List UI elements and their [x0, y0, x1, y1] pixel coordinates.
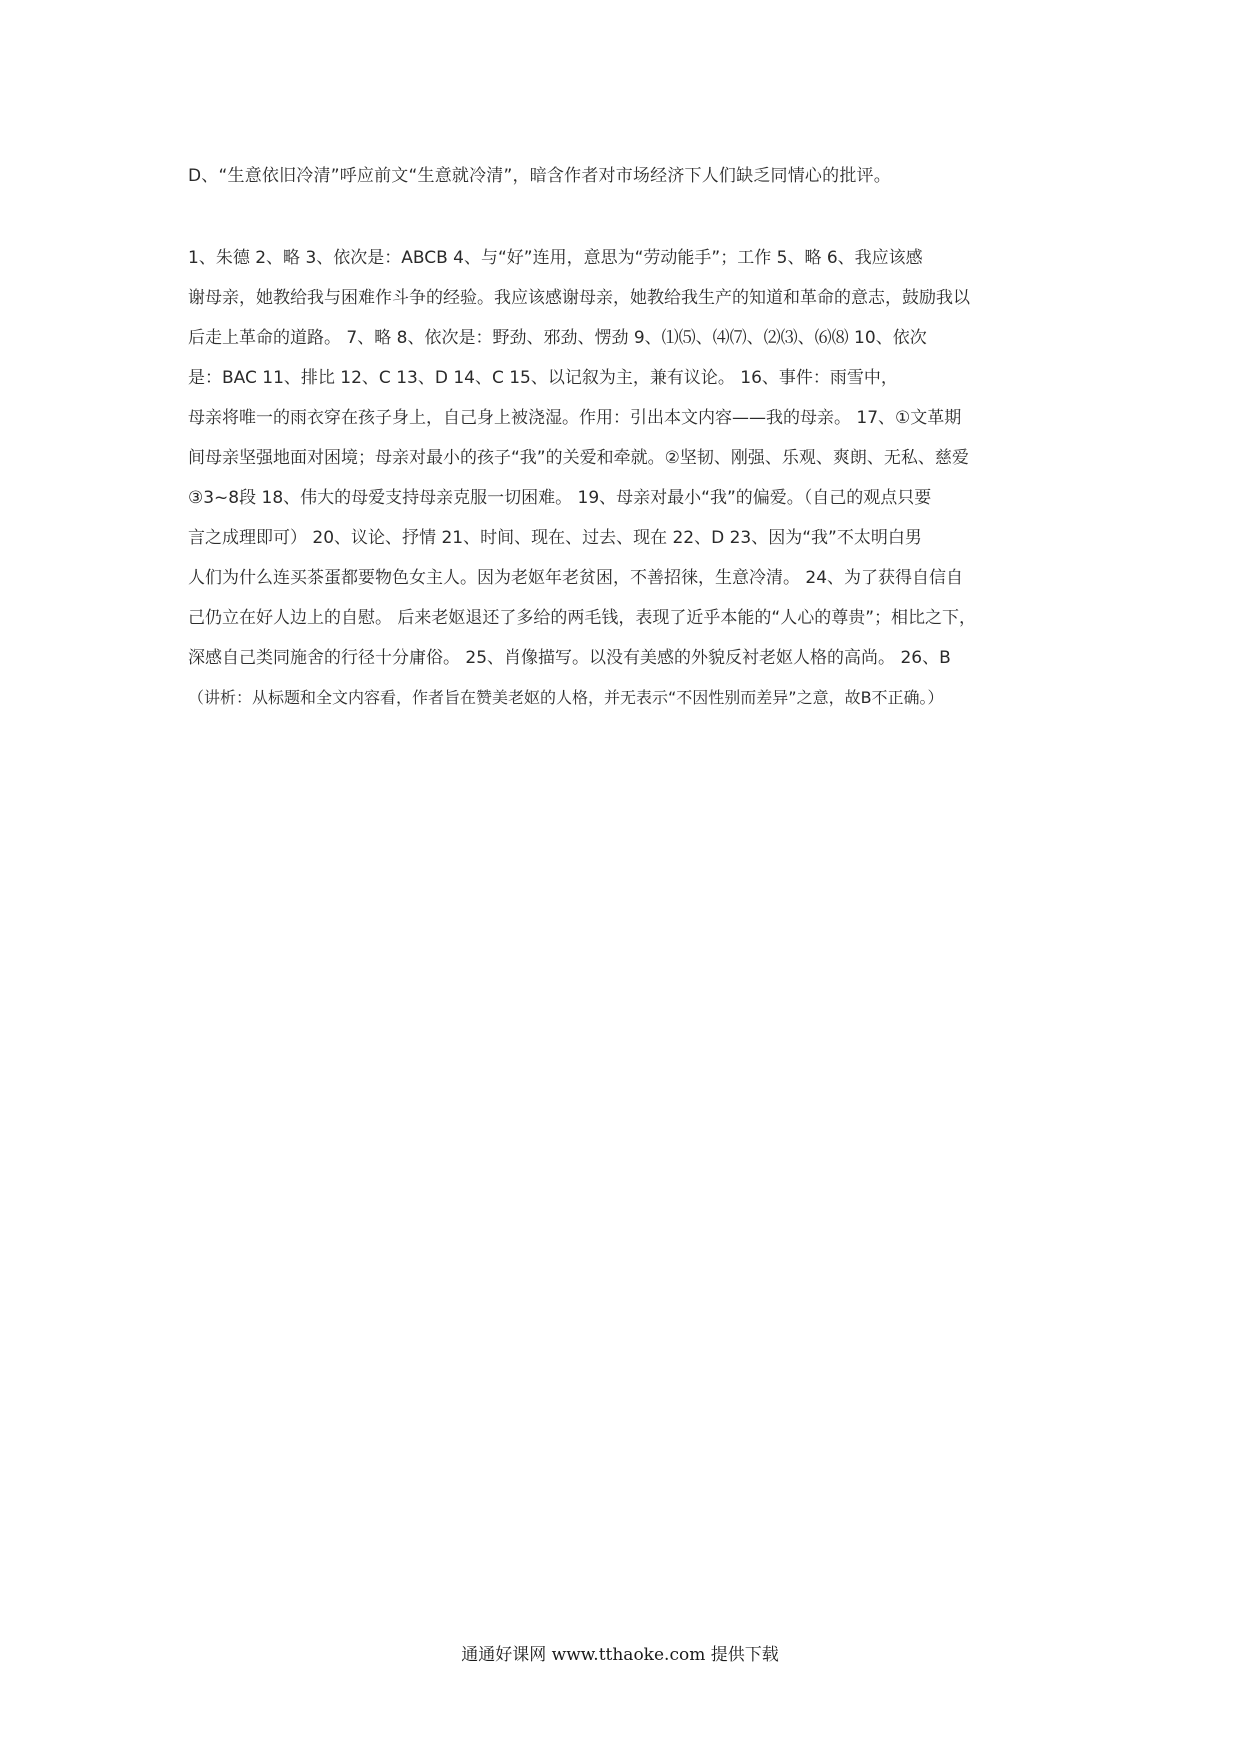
answer-line: ③3~8段 18、伟大的母爱支持母亲克服一切困难。 19、母亲对最小“我”的偏爱。（自己的观点只要 — [188, 488, 932, 508]
answer-line: 深感自己类同施舍的行径十分庸俗。 25、肖像描写。以没有美感的外貌反衬老妪人格的高尚。 26、B — [188, 648, 951, 668]
answer-line: 人们为什么连买茶蛋都要物色女主人。因为老妪年老贫困，不善招徕，生意冷清。 24、为了获得自信自 — [188, 568, 964, 588]
answer-line: 己仍立在好人边上的自慰。 后来老妪退还了多给的两毛钱，表现了近乎本能的“人心的尊贵”；相比之下， — [188, 608, 977, 628]
answer-line: 母亲将唯一的雨衣穿在孩子身上，自己身上被浇湿。作用：引出本文内容——我的母亲。 17、①文革期 — [188, 408, 962, 428]
answer-line: 谢母亲，她教给我与困难作斗争的经验。我应该感谢母亲，她教给我生产的知道和革命的意志，鼓励我以 — [188, 288, 970, 308]
answer-line: 是：BAC 11、排比 12、C 13、D 14、C 15、以记叙为主，兼有议论。 16、事件：雨雪中， — [188, 368, 898, 388]
answer-line: （讲析：从标题和全文内容看，作者旨在赞美老妪的人格，并无表示“不因性别而差异”之意，故B不正确。） — [188, 688, 944, 707]
answer-line: 言之成理即可） 20、议论、抒情 21、时间、现在、过去、现在 22、D 23、因为“我”不太明白男 — [188, 528, 922, 548]
answer-key-block — [188, 238, 1052, 718]
option-d-text: D、“生意依旧冷清”呼应前文“生意就冷清”，暗含作者对市场经济下人们缺乏同情心的批评。 — [188, 166, 891, 186]
answer-line: 1、朱德 2、略 3、依次是：ABCB 4、与“好”连用，意思为“劳动能手”；工作 5、略 6、我应该感 — [188, 248, 923, 268]
answer-line: 间母亲坚强地面对困境；母亲对最小的孩子“我”的关爱和牵就。②坚韧、刚强、乐观、爽朗、无私、慈爱 — [188, 448, 969, 468]
answer-line: 后走上革命的道路。 7、略 8、依次是：野劲、邪劲、愣劲 9、⑴⑸、⑷⑺、⑵⑶、⑹⑻ 10、依次 — [188, 328, 927, 348]
page-footer: 通通好课网 www.tthaoke.com 提供下载 — [461, 1645, 779, 1665]
